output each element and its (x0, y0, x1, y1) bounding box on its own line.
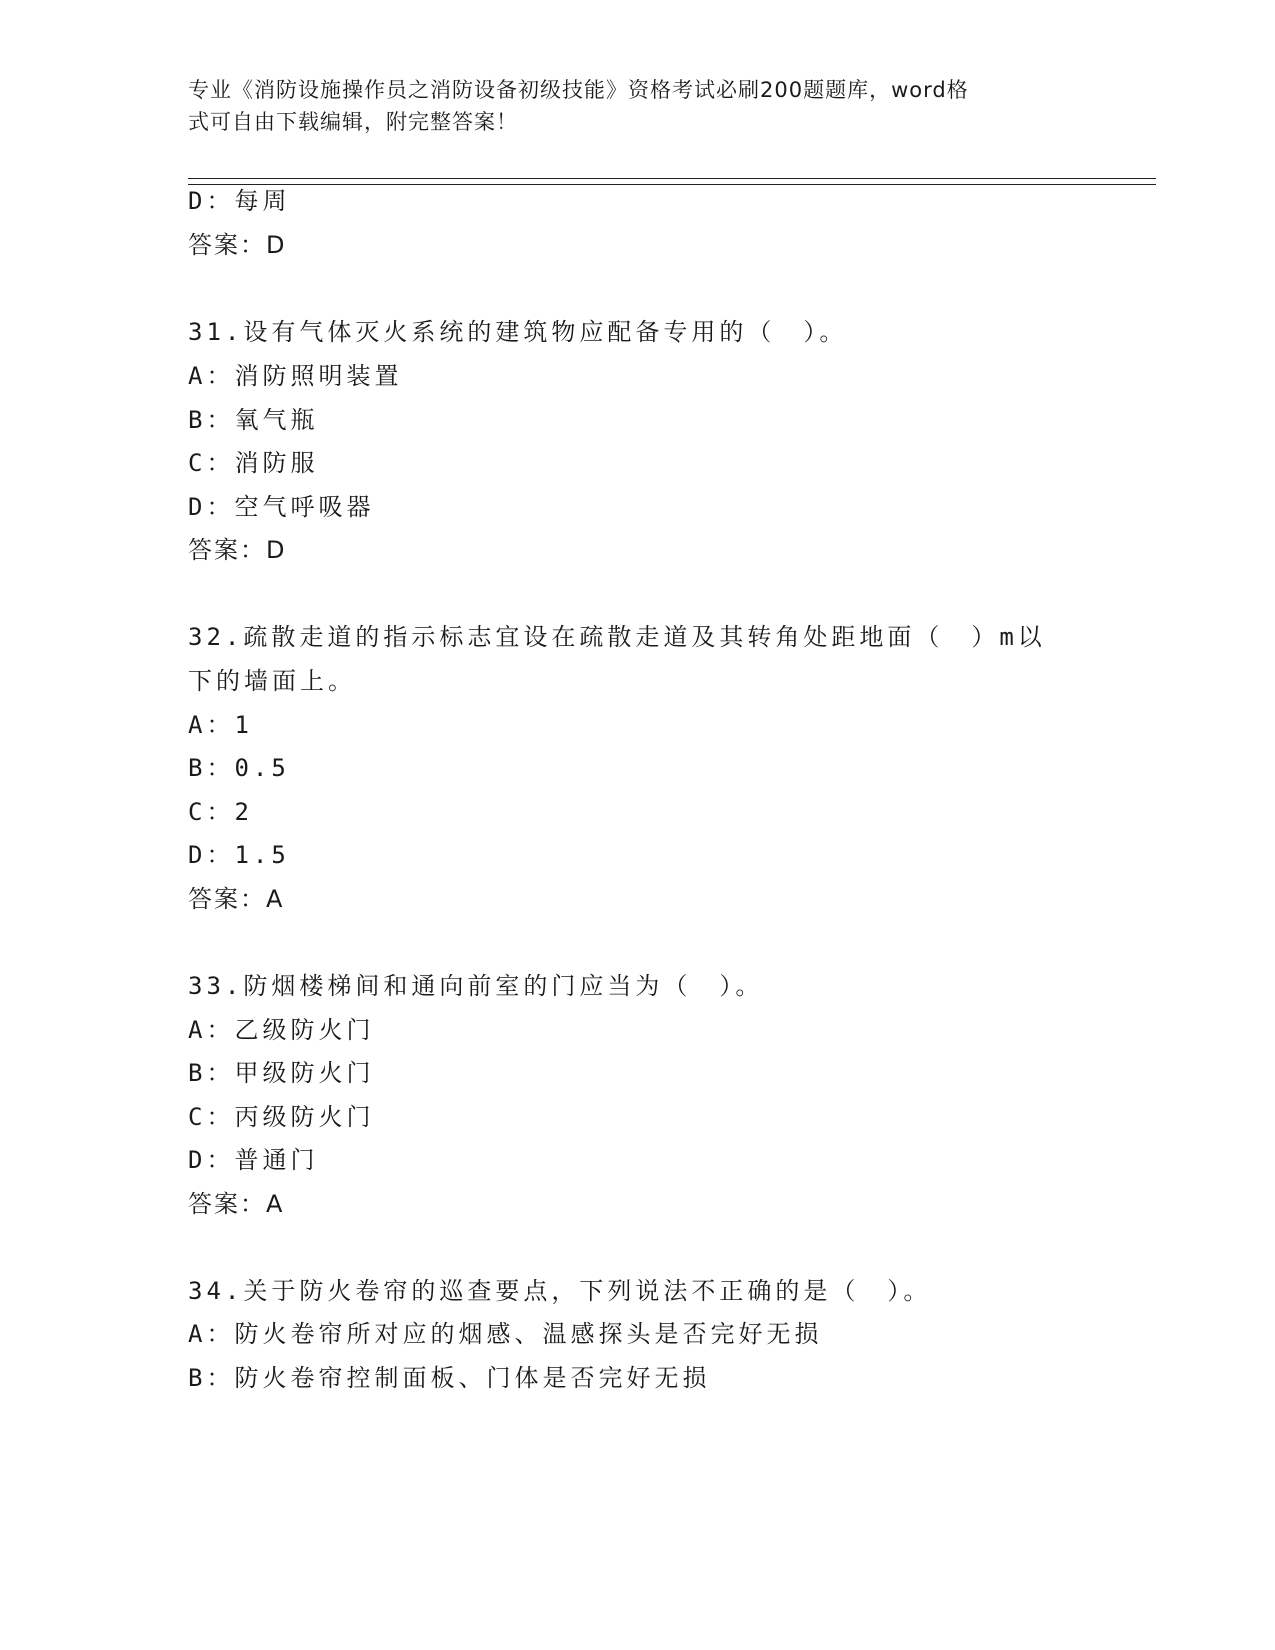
answer-label: 答案： (188, 231, 266, 259)
option-d: D：1.5 (188, 841, 290, 869)
question-stem: 32.疏散走道的指示标志宜设在疏散走道及其转角处距地面（ ）m以 (188, 623, 1046, 651)
option-b: B：氧气瓶 (188, 406, 319, 434)
answer-value: D (266, 231, 287, 259)
option-b: B：甲级防火门 (188, 1059, 375, 1087)
option-c: C：消防服 (188, 449, 319, 477)
header-divider-top (188, 178, 1156, 179)
option-b: B：防火卷帘控制面板、门体是否完好无损 (188, 1364, 711, 1392)
option-d: D：空气呼吸器 (188, 493, 375, 521)
answer-line (188, 533, 286, 567)
answer-label: 答案： (188, 536, 266, 564)
option-a: A：乙级防火门 (188, 1016, 375, 1044)
question-stem: 31.设有气体灭火系统的建筑物应配备专用的（ ）。 (188, 318, 848, 346)
answer-value: A (266, 1190, 285, 1218)
option-d: D：普通门 (188, 1146, 319, 1174)
answer-line (188, 1187, 284, 1221)
question-stem: 33.防烟楼梯间和通向前室的门应当为（ ）。 (188, 972, 764, 1000)
question-stem-continued: 下的墙面上。 (188, 667, 356, 695)
document-header (188, 74, 1068, 138)
option-c: C：2 (188, 798, 253, 826)
option-a: A：1 (188, 711, 253, 739)
question-stem: 34.关于防火卷帘的巡查要点，下列说法不正确的是（ ）。 (188, 1277, 932, 1305)
option-a: A：消防照明装置 (188, 362, 403, 390)
answer-label: 答案： (188, 1190, 266, 1218)
option-d: D：每周 (188, 187, 291, 215)
option-a: A：防火卷帘所对应的烟感、温感探头是否完好无损 (188, 1320, 823, 1348)
header-line-2: 式可自由下载编辑，附完整答案！ (188, 110, 518, 134)
option-c: C：丙级防火门 (188, 1103, 375, 1131)
answer-value: A (266, 885, 285, 913)
option-b: B：0.5 (188, 754, 290, 782)
header-divider-bottom (188, 184, 1156, 185)
header-line-1: 专业《消防设施操作员之消防设备初级技能》资格考试必刷200题题库，word格 (188, 78, 969, 102)
answer-line (188, 882, 284, 916)
answer-value: D (266, 536, 287, 564)
answer-line (188, 228, 286, 262)
answer-label: 答案： (188, 885, 266, 913)
